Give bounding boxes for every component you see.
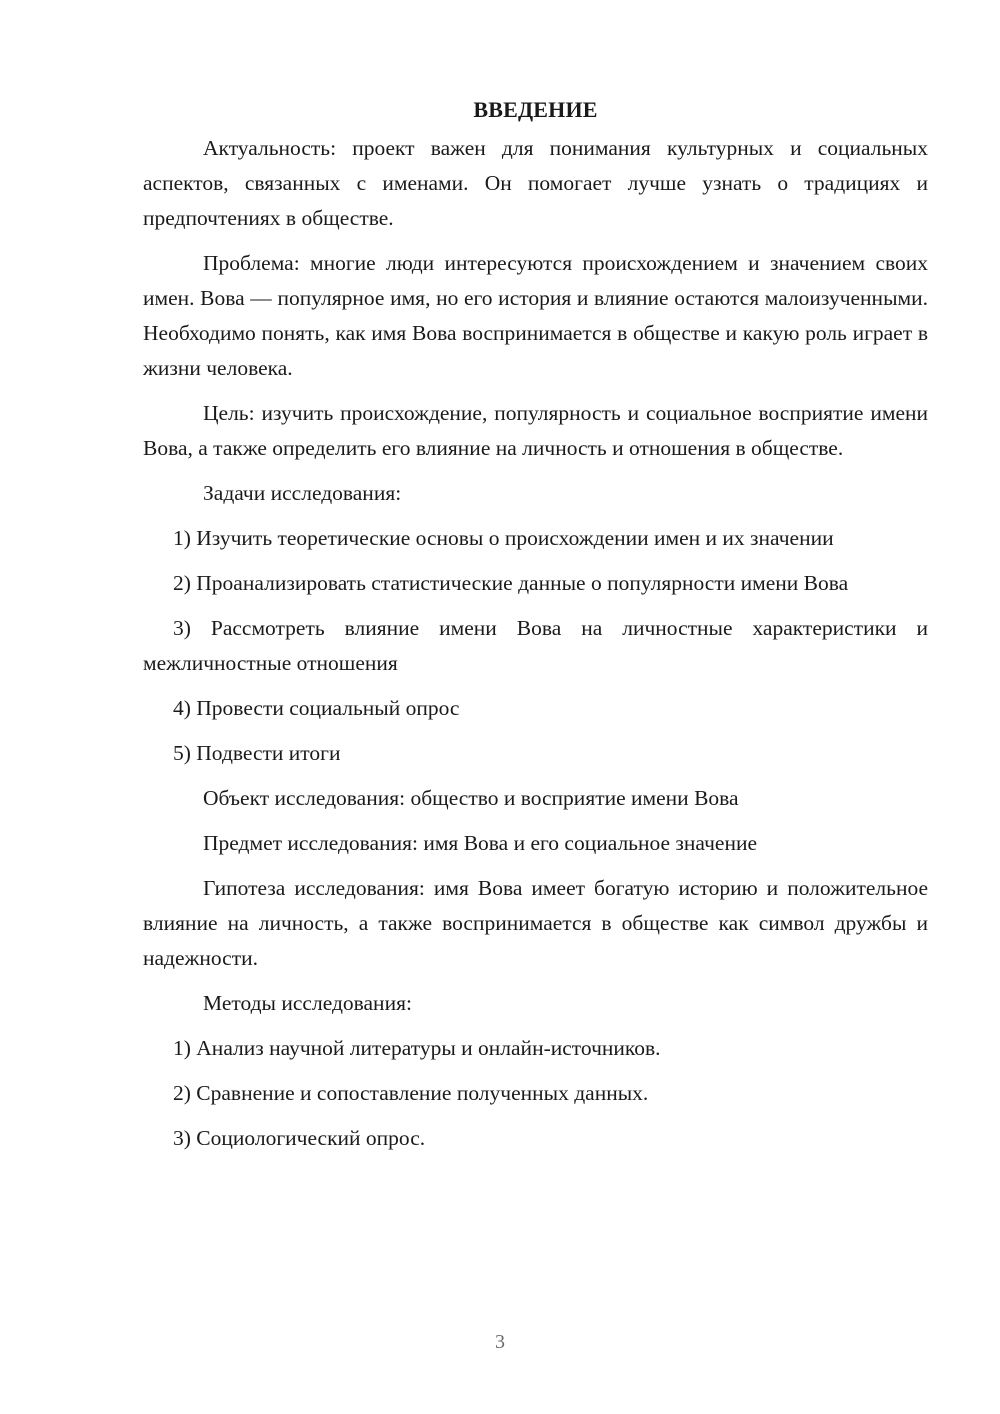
task-item: 1) Изучить теоретические основы о происхождении имен и их значении [173, 526, 834, 550]
relevance-paragraph: Актуальность: проект важен для понимания культурных и социальных аспектов, связанных с именами. Он помогает лучше узнать о традициях и предпочтениях в обществе. [143, 136, 928, 230]
goal-paragraph: Цель: изучить происхождение, популярность и социальное восприятие имени Вова, а также определить его влияние на личность и отношения в обществе. [143, 401, 928, 460]
task-item: 4) Провести социальный опрос [173, 696, 460, 720]
research-object: Объект исследования: общество и восприятие имени Вова [203, 786, 739, 810]
task-item: 3) Рассмотреть влияние имени Вова на личностные характеристики и межличностные отношения [143, 616, 928, 675]
task-item: 5) Подвести итоги [173, 741, 341, 765]
method-item: 3) Социологический опрос. [173, 1126, 426, 1150]
method-item: 2) Сравнение и сопоставление полученных данных. [173, 1081, 649, 1105]
research-hypothesis: Гипотеза исследования: имя Вова имеет богатую историю и положительное влияние на личность, а также воспринимается в обществе как символ дружбы и надежности. [143, 876, 928, 970]
problem-paragraph: Проблема: многие люди интересуются происхождением и значением своих имен. Вова — популярное имя, но его история и влияние остаются малоизученными. Необходимо понять, как имя Вова воспринимается в обществе и какую роль играет в жизни человека. [143, 251, 928, 380]
page-title: ВВЕДЕНИЕ [473, 97, 598, 122]
methods-heading: Методы исследования: [203, 991, 412, 1015]
tasks-heading: Задачи исследования: [203, 481, 402, 505]
task-item: 2) Проанализировать статистические данные о популярности имени Вова [173, 571, 849, 595]
page-number: 3 [495, 1331, 505, 1353]
document-page [143, 92, 928, 1166]
research-subject: Предмет исследования: имя Вова и его социальное значение [203, 831, 758, 855]
method-item: 1) Анализ научной литературы и онлайн-источников. [173, 1036, 661, 1060]
